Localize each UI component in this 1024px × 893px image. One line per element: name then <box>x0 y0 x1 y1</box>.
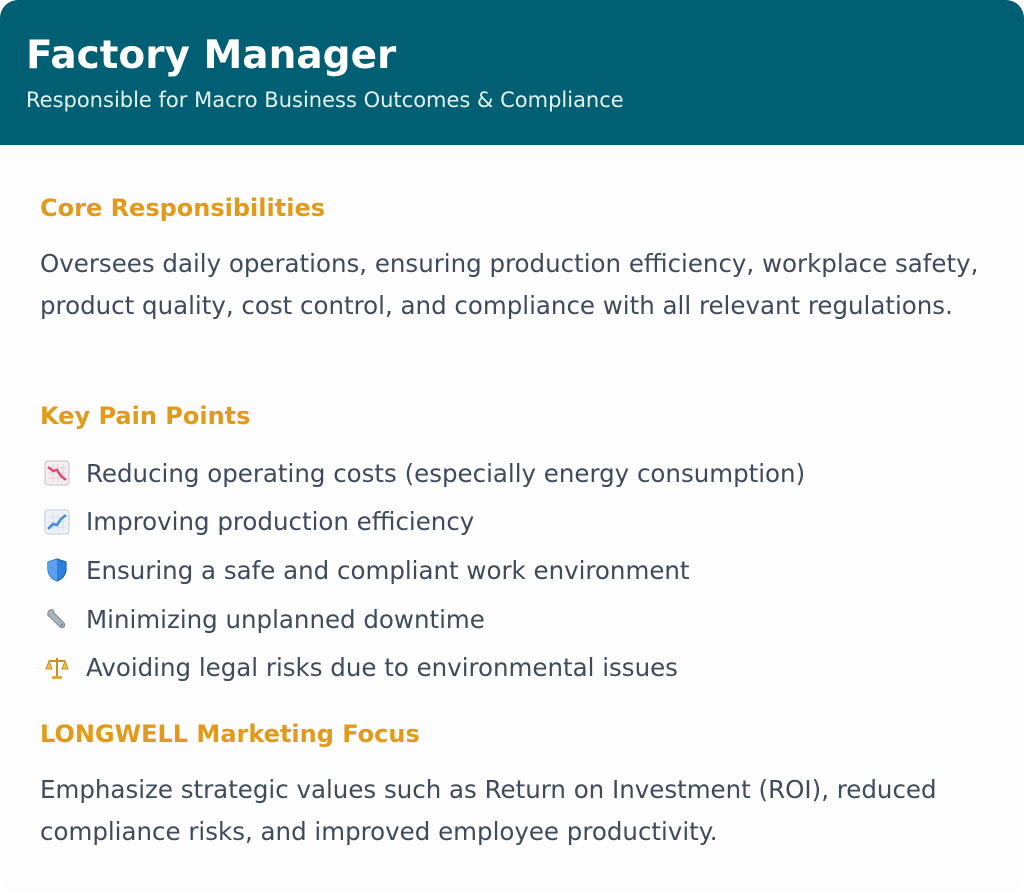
page-title: Factory Manager <box>26 33 397 78</box>
card-header <box>0 0 1024 145</box>
pain-point-text: Reducing operating costs (especially energy consumption) <box>86 458 806 488</box>
section-heading-pain-points: Key Pain Points <box>40 402 251 430</box>
wrench-icon <box>40 602 74 636</box>
responsibilities-text: Oversees daily operations, ensuring production efficiency, workplace safety, product quality, cost control, and compliance with all relevant regulations. <box>40 249 979 320</box>
section-heading-marketing: LONGWELL Marketing Focus <box>40 720 420 748</box>
pain-point-text: Minimizing unplanned downtime <box>86 604 485 634</box>
pain-point-text: Avoiding legal risks due to environmental issues <box>86 653 678 683</box>
list-item <box>40 449 1000 498</box>
pain-point-text: Improving production efficiency <box>86 507 475 537</box>
balance-scale-icon <box>40 651 74 685</box>
list-item <box>40 643 1000 692</box>
marketing-text: Emphasize strategic values such as Return on Investment (ROI), reduced compliance risks, and improved employee productivity. <box>40 775 937 846</box>
pain-point-text: Ensuring a safe and compliant work environment <box>86 555 690 585</box>
list-item <box>40 595 1000 644</box>
pain-points-list <box>40 449 1000 692</box>
list-item <box>40 546 1000 595</box>
section-heading-responsibilities: Core Responsibilities <box>40 194 325 222</box>
list-item <box>40 498 1000 547</box>
chart-increasing-icon <box>40 505 74 539</box>
page-subtitle: Responsible for Macro Business Outcomes & Compliance <box>26 88 624 112</box>
shield-icon <box>40 553 74 587</box>
chart-decreasing-icon <box>40 456 74 490</box>
